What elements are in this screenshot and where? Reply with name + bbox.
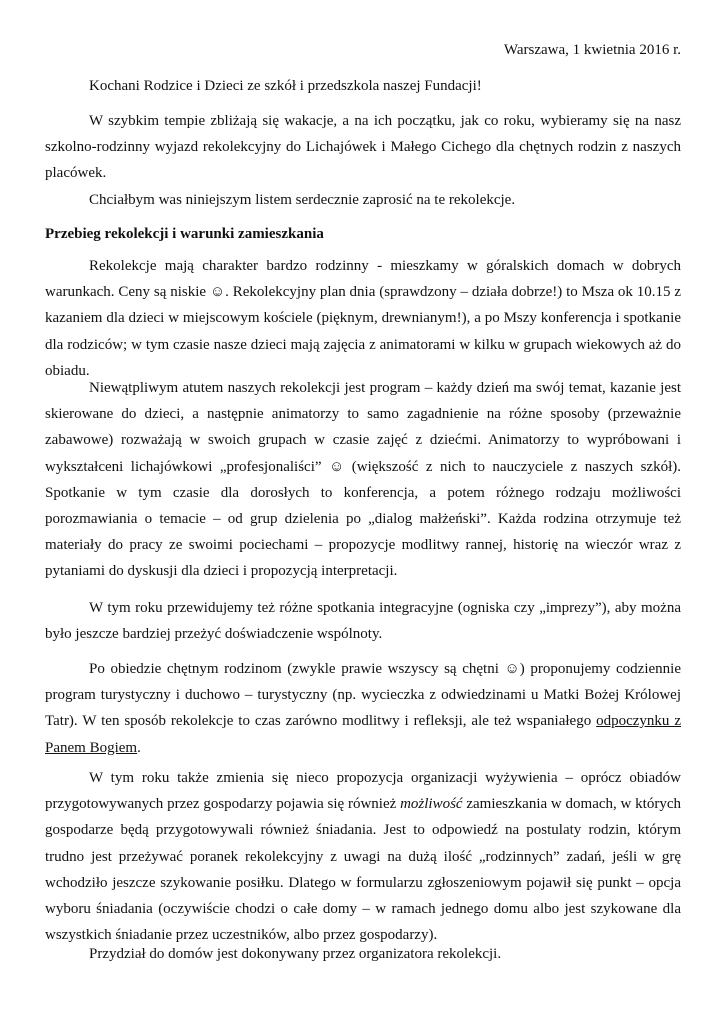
- intro-paragraph: W szybkim tempie zbliżają się wakacje, a na ich początku, jak co roku, wybieramy się na nasz szkolno-rodzinny wyjazd rekolekcyjny do Lichajówek i Małego Cichego dla chętnych rodzin z naszych placówek.: [45, 113, 681, 182]
- program-paragraph: Niewątpliwym atutem naszych rekolekcji jest program – każdy dzień ma swój temat, kazanie jest skierowane do dzieci, a następnie animatorzy to samo zagadnienie na różne sposoby (przeważnie zabawowe) rozważają w swoich grupach w czasie zajęć z dziećmi. Animatorzy to wypróbowani i wykształceni lichajówkowi „profesjonaliści” ☺ (większość z nich to nauczyciele z naszych szkół). Spotkanie w tym czasie dla dorosłych to konferencja, a potem różnego rodzaju możliwości porozmawiania o temacie – od grup dzielenia po „dialog małżeński”. Każda rodzina otrzymuje też materiały do pracy ze swoimi pociechami – propozycje modlitwy rannej, historię na wieczór wraz z pytaniami do dyskusji dla dzieci i propozycją interpretacji.: [45, 380, 681, 580]
- section-heading: Przebieg rekolekcji i warunki zamieszkania: [45, 226, 324, 242]
- character-paragraph: Rekolekcje mają charakter bardzo rodzinny - mieszkamy w góralskich domach w dobrych warunkach. Ceny są niskie ☺. Rekolekcyjny plan dnia (sprawdzony – działa dobrze!) to Msza ok 10.15 z kazaniem dla dzieci w miejscowym kościele (pięknym, drewnianym!), a po Mszy konferencja i spotkanie dla rodziców; w tym czasie nasze dzieci mają zajęcia z animatorami w kilku w grupach wiekowych aż do obiadu.: [45, 258, 681, 379]
- allocation-paragraph: Przydział do domów jest dokonywany przez organizatora rekolekcji.: [89, 946, 502, 962]
- letter-date: Warszawa, 1 kwietnia 2016 r.: [503, 42, 681, 58]
- tourism-text: Po obiedzie chętnym rodzinom (zwykle prawie wszyscy są chętni ☺) proponujemy codziennie program turystyczny i duchowo – turystyczny (np. wycieczka z odwiedzinami u Matki Bożej Królowej Tatr). W ten sposób rekolekcje to czas zarówno modlitwy i refleksji, ale też wspaniałego: [45, 661, 681, 730]
- invitation-paragraph: Chciałbym was niniejszym listem serdecznie zaprosić na te rekolekcje.: [89, 192, 516, 208]
- letter-page: [45, 0, 681, 1024]
- food-paragraph: [45, 765, 681, 948]
- rest-with-god-link[interactable]: odpoczynku z Panem Bogiem: [45, 713, 681, 756]
- integration-paragraph: W tym roku przewidujemy też różne spotkania integracyjne (ogniska czy „imprezy”), aby można było jeszcze bardziej przeżyć doświadczenie wspólnoty.: [45, 600, 681, 643]
- food-text-start: W tym roku także zmienia się nieco propozycja organizacji wyżywienia – oprócz obiadów przygotowywanych przez gospodarzy pojawia się również: [45, 770, 681, 813]
- tourism-paragraph: [45, 656, 681, 761]
- food-text-italic: możliwość: [400, 796, 463, 813]
- greeting-paragraph: Kochani Rodzice i Dzieci ze szkół i przedszkola naszej Fundacji!: [89, 78, 482, 94]
- food-text-end: zamieszkania w domach, w których gospodarze będą przygotowywali również śniadania. Jest to odpowiedź na postulaty rodzin, którym trudno jest przeżywać poranek rekolekcyjny z uwagi na dużą ilość „rodzinnych” zadań, jeśli w grę wchodziło jeszcze szykowanie posiłku. Dlatego w formularzu zgłoszeniowym pojawił się punkt – opcja wyboru śniadania (oczywiście chodzi o całe domy – w ramach jednego domu albo jest szykowane dla wszystkich śniadanie przez uczestników, albo przez gospodarzy).: [45, 796, 681, 944]
- tourism-end: .: [137, 739, 141, 756]
